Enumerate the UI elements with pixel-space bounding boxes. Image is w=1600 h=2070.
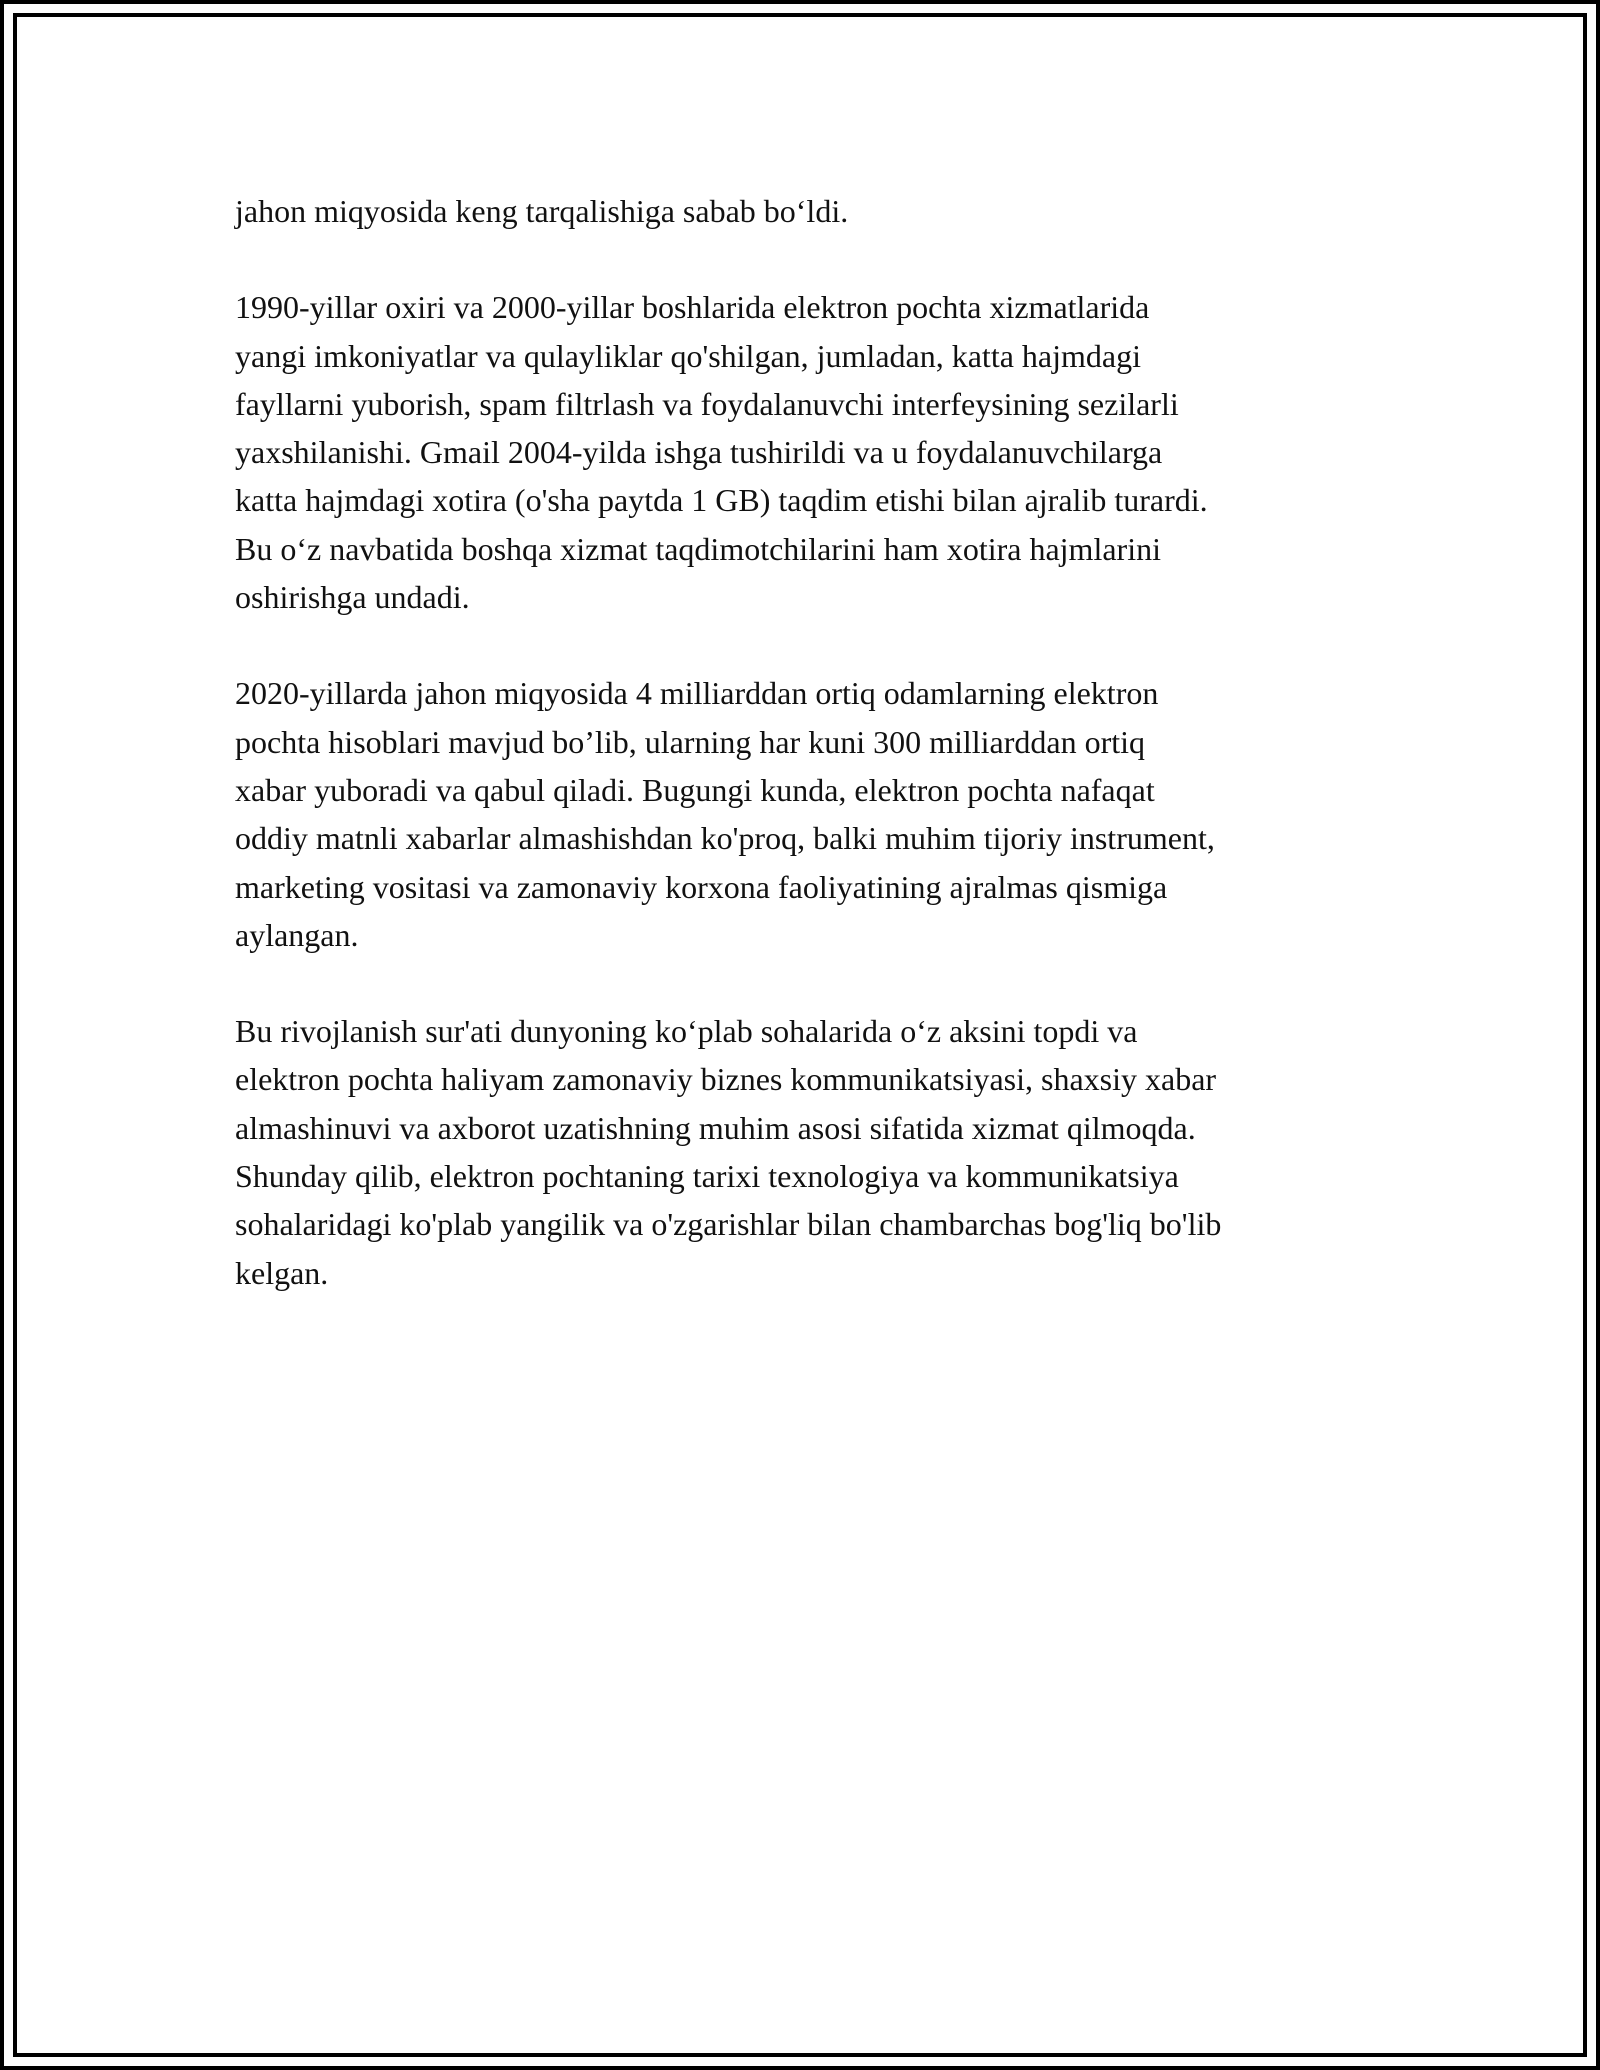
paragraph-4: Bu rivojlanish sur'ati dunyoning ko‘plab sohalarida o‘z aksini topdi va elektron pochta haliyam zamonaviy biznes kommunikatsiyasi, shaxsiy xabar almashinuvi va axborot uzatishning muhim asosi sifatida xizmat qilmoqda. Shunday qilib, elektron pochtaning tarixi texnologiya va kommunikatsiya sohalaridagi ko'plab yangilik va o'zgarishlar bilan chambarchas bog'liq bo'lib kelgan. <box>235 1013 1222 1291</box>
paragraph-3: 2020-yillarda jahon miqyosida 4 milliarddan ortiq odamlarning elektron pochta hisoblari mavjud bo’lib, ularning har kuni 300 milliarddan ortiq xabar yuboradi va qabul qiladi. Bugungi kunda, elektron pochta nafaqat oddiy matnli xabarlar almashishdan ko'proq, balki muhim tijoriy instrument, marketing vositasi va zamonaviy korxona faoliyatining ajralmas qismiga aylangan. <box>235 675 1215 953</box>
document-body <box>235 187 1375 1345</box>
paragraph-2: 1990-yillar oxiri va 2000-yillar boshlarida elektron pochta xizmatlarida yangi imkoniyatlar va qulayliklar qo'shilgan, jumladan, katta hajmdagi fayllarni yuborish, spam filtrlash va foydalanuvchi interfeysining sezilarli yaxshilanishi. Gmail 2004-yilda ishga tushirildi va u foydalanuvchilarga katta hajmdagi xotira (o'sha paytda 1 GB) taqdim etishi bilan ajralib turardi. Bu o‘z navbatida boshqa xizmat taqdimotchilarini ham xotira hajmlarini oshirishga undadi. <box>235 289 1208 616</box>
paragraph-1: jahon miqyosida keng tarqalishiga sabab bo‘ldi. <box>235 193 849 229</box>
